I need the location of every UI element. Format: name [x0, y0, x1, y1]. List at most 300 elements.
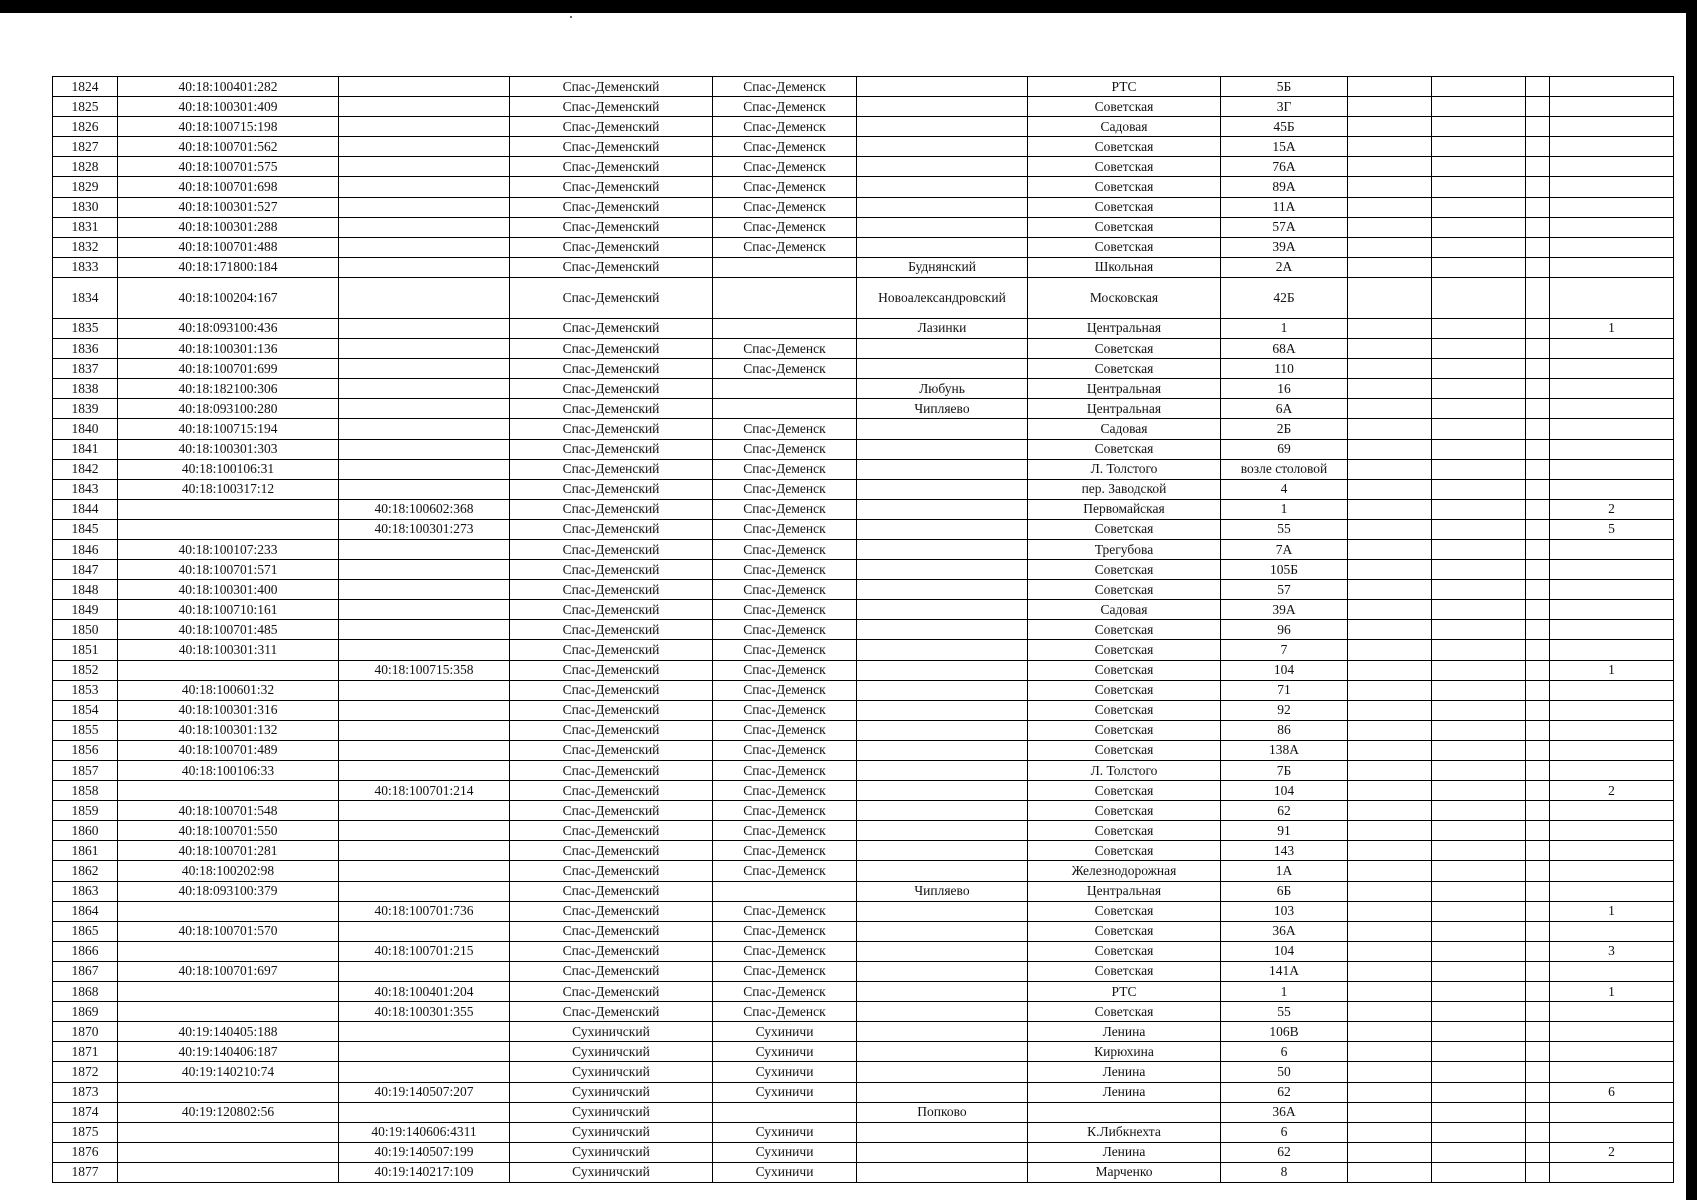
city-cell: Спас-Деменск [713, 660, 857, 680]
extra-cell-a [1348, 499, 1432, 519]
extra-cell-a [1348, 539, 1432, 559]
table-row [53, 197, 1674, 217]
quantity-cell [1550, 277, 1674, 318]
extra-cell-c [1526, 1122, 1550, 1142]
house-number-cell: 89А [1221, 177, 1348, 197]
settlement-cell [857, 640, 1028, 660]
cadastral-number-cell [118, 499, 339, 519]
extra-cell-c [1526, 97, 1550, 117]
cadastral-number-alt-cell [339, 399, 510, 419]
row-number-cell: 1836 [53, 339, 118, 359]
extra-cell-a [1348, 237, 1432, 257]
city-cell: Спас-Деменск [713, 901, 857, 921]
cadastral-number-cell: 40:18:100301:316 [118, 700, 339, 720]
row-number-cell: 1847 [53, 560, 118, 580]
city-cell: Спас-Деменск [713, 982, 857, 1002]
table-row [53, 499, 1674, 519]
settlement-cell [857, 97, 1028, 117]
street-cell: Советская [1028, 921, 1221, 941]
settlement-cell [857, 217, 1028, 237]
city-cell: Спас-Деменск [713, 861, 857, 881]
cadastral-number-alt-cell: 40:19:140606:4311 [339, 1122, 510, 1142]
settlement-cell: Буднянский [857, 257, 1028, 277]
settlement-cell [857, 560, 1028, 580]
house-number-cell: 15А [1221, 137, 1348, 157]
extra-cell-a [1348, 781, 1432, 801]
street-cell: Советская [1028, 519, 1221, 539]
settlement-cell [857, 680, 1028, 700]
street-cell: пер. Заводской [1028, 479, 1221, 499]
row-number-cell: 1867 [53, 961, 118, 981]
extra-cell-b [1432, 861, 1526, 881]
city-cell [713, 1102, 857, 1122]
street-cell: Советская [1028, 620, 1221, 640]
extra-cell-a [1348, 177, 1432, 197]
row-number-cell: 1855 [53, 720, 118, 740]
cadastral-number-alt-cell: 40:19:140507:199 [339, 1142, 510, 1162]
table-row [53, 781, 1674, 801]
table-row [53, 359, 1674, 379]
extra-cell-c [1526, 660, 1550, 680]
extra-cell-c [1526, 620, 1550, 640]
street-cell: К.Либкнехта [1028, 1122, 1221, 1142]
row-number-cell: 1830 [53, 197, 118, 217]
table-row [53, 1162, 1674, 1182]
table-row [53, 640, 1674, 660]
extra-cell-b [1432, 277, 1526, 318]
extra-cell-c [1526, 740, 1550, 760]
city-cell: Спас-Деменск [713, 499, 857, 519]
extra-cell-a [1348, 157, 1432, 177]
quantity-cell [1550, 177, 1674, 197]
settlement-cell: Чипляево [857, 881, 1028, 901]
scan-speck [570, 16, 572, 18]
row-number-cell: 1839 [53, 399, 118, 419]
extra-cell-b [1432, 700, 1526, 720]
extra-cell-b [1432, 1162, 1526, 1182]
extra-cell-c [1526, 359, 1550, 379]
city-cell: Спас-Деменск [713, 921, 857, 941]
street-cell: Советская [1028, 740, 1221, 760]
cadastral-number-cell: 40:18:100601:32 [118, 680, 339, 700]
city-cell: Спас-Деменск [713, 157, 857, 177]
house-number-cell: 36А [1221, 921, 1348, 941]
cadastral-number-alt-cell: 40:18:100602:368 [339, 499, 510, 519]
district-cell: Спас-Деменский [510, 720, 713, 740]
row-number-cell: 1856 [53, 740, 118, 760]
table-row [53, 1062, 1674, 1082]
city-cell: Спас-Деменск [713, 781, 857, 801]
street-cell: Садовая [1028, 419, 1221, 439]
house-number-cell: 62 [1221, 1142, 1348, 1162]
extra-cell-a [1348, 399, 1432, 419]
quantity-cell [1550, 379, 1674, 399]
extra-cell-c [1526, 318, 1550, 338]
row-number-cell: 1875 [53, 1122, 118, 1142]
quantity-cell: 2 [1550, 499, 1674, 519]
street-cell: Советская [1028, 560, 1221, 580]
quantity-cell [1550, 720, 1674, 740]
settlement-cell: Попково [857, 1102, 1028, 1122]
table-row [53, 217, 1674, 237]
house-number-cell: 86 [1221, 720, 1348, 740]
extra-cell-b [1432, 237, 1526, 257]
extra-cell-c [1526, 117, 1550, 137]
row-number-cell: 1848 [53, 580, 118, 600]
table-row [53, 237, 1674, 257]
district-cell: Спас-Деменский [510, 197, 713, 217]
extra-cell-b [1432, 1022, 1526, 1042]
row-number-cell: 1842 [53, 459, 118, 479]
cadastral-number-cell: 40:18:100301:311 [118, 640, 339, 660]
street-cell: Советская [1028, 1002, 1221, 1022]
house-number-cell: 105Б [1221, 560, 1348, 580]
street-cell: Центральная [1028, 399, 1221, 419]
settlement-cell [857, 720, 1028, 740]
house-number-cell: 7Б [1221, 761, 1348, 781]
cadastral-number-alt-cell: 40:18:100701:736 [339, 901, 510, 921]
city-cell: Спас-Деменск [713, 197, 857, 217]
street-cell: Марченко [1028, 1162, 1221, 1182]
table-row [53, 580, 1674, 600]
row-number-cell: 1876 [53, 1142, 118, 1162]
table-row [53, 1102, 1674, 1122]
extra-cell-b [1432, 1142, 1526, 1162]
settlement-cell [857, 982, 1028, 1002]
district-cell: Спас-Деменский [510, 459, 713, 479]
street-cell: Советская [1028, 237, 1221, 257]
row-number-cell: 1831 [53, 217, 118, 237]
extra-cell-c [1526, 277, 1550, 318]
house-number-cell: 3Г [1221, 97, 1348, 117]
extra-cell-b [1432, 177, 1526, 197]
row-number-cell: 1824 [53, 77, 118, 97]
extra-cell-b [1432, 339, 1526, 359]
settlement-cell [857, 359, 1028, 379]
cadastral-number-alt-cell [339, 1102, 510, 1122]
extra-cell-b [1432, 1002, 1526, 1022]
cadastral-number-cell: 40:18:100701:698 [118, 177, 339, 197]
settlement-cell [857, 941, 1028, 961]
extra-cell-c [1526, 921, 1550, 941]
street-cell: Советская [1028, 660, 1221, 680]
district-cell: Спас-Деменский [510, 821, 713, 841]
extra-cell-b [1432, 921, 1526, 941]
row-number-cell: 1840 [53, 419, 118, 439]
street-cell: Советская [1028, 359, 1221, 379]
extra-cell-c [1526, 941, 1550, 961]
table-row [53, 660, 1674, 680]
row-number-cell: 1838 [53, 379, 118, 399]
district-cell: Спас-Деменский [510, 539, 713, 559]
house-number-cell: 69 [1221, 439, 1348, 459]
table-row [53, 761, 1674, 781]
street-cell: Советская [1028, 801, 1221, 821]
row-number-cell: 1858 [53, 781, 118, 801]
street-cell: Железнодорожная [1028, 861, 1221, 881]
extra-cell-b [1432, 318, 1526, 338]
street-cell: Советская [1028, 137, 1221, 157]
extra-cell-a [1348, 77, 1432, 97]
extra-cell-b [1432, 560, 1526, 580]
extra-cell-a [1348, 97, 1432, 117]
cadastral-number-cell [118, 781, 339, 801]
street-cell: Садовая [1028, 117, 1221, 137]
district-cell: Спас-Деменский [510, 901, 713, 921]
quantity-cell [1550, 600, 1674, 620]
row-number-cell: 1865 [53, 921, 118, 941]
street-cell: Садовая [1028, 600, 1221, 620]
district-cell: Спас-Деменский [510, 217, 713, 237]
cadastral-number-cell: 40:18:100301:132 [118, 720, 339, 740]
extra-cell-b [1432, 660, 1526, 680]
street-cell: Центральная [1028, 881, 1221, 901]
row-number-cell: 1841 [53, 439, 118, 459]
house-number-cell: 143 [1221, 841, 1348, 861]
cadastral-number-alt-cell [339, 580, 510, 600]
extra-cell-c [1526, 197, 1550, 217]
cadastral-number-cell: 40:18:100710:161 [118, 600, 339, 620]
district-cell: Сухиничский [510, 1022, 713, 1042]
settlement-cell [857, 1122, 1028, 1142]
house-number-cell: 92 [1221, 700, 1348, 720]
district-cell: Сухиничский [510, 1102, 713, 1122]
cadastral-number-alt-cell [339, 137, 510, 157]
cadastral-number-cell: 40:18:100701:485 [118, 620, 339, 640]
district-cell: Сухиничский [510, 1062, 713, 1082]
extra-cell-b [1432, 117, 1526, 137]
quantity-cell [1550, 1102, 1674, 1122]
row-number-cell: 1826 [53, 117, 118, 137]
district-cell: Спас-Деменский [510, 519, 713, 539]
quantity-cell [1550, 680, 1674, 700]
street-cell: Л. Толстого [1028, 459, 1221, 479]
cadastral-number-cell [118, 901, 339, 921]
extra-cell-b [1432, 399, 1526, 419]
cadastral-number-alt-cell: 40:18:100715:358 [339, 660, 510, 680]
extra-cell-c [1526, 560, 1550, 580]
city-cell: Сухиничи [713, 1142, 857, 1162]
quantity-cell [1550, 257, 1674, 277]
house-number-cell: 6 [1221, 1042, 1348, 1062]
extra-cell-a [1348, 1122, 1432, 1142]
settlement-cell [857, 740, 1028, 760]
extra-cell-b [1432, 620, 1526, 640]
table-row [53, 1122, 1674, 1142]
extra-cell-b [1432, 740, 1526, 760]
quantity-cell [1550, 137, 1674, 157]
extra-cell-c [1526, 1022, 1550, 1042]
settlement-cell [857, 1002, 1028, 1022]
street-cell: Советская [1028, 781, 1221, 801]
house-number-cell: 103 [1221, 901, 1348, 921]
street-cell: Советская [1028, 680, 1221, 700]
cadastral-number-cell [118, 1082, 339, 1102]
street-cell: Советская [1028, 720, 1221, 740]
cadastral-number-alt-cell [339, 157, 510, 177]
quantity-cell: 3 [1550, 941, 1674, 961]
city-cell: Спас-Деменск [713, 740, 857, 760]
table-row [53, 1002, 1674, 1022]
quantity-cell [1550, 761, 1674, 781]
cadastral-number-cell: 40:18:100301:400 [118, 580, 339, 600]
district-cell: Спас-Деменский [510, 499, 713, 519]
district-cell: Спас-Деменский [510, 117, 713, 137]
city-cell: Спас-Деменск [713, 217, 857, 237]
district-cell: Спас-Деменский [510, 439, 713, 459]
cadastral-number-cell [118, 982, 339, 1002]
city-cell: Спас-Деменск [713, 359, 857, 379]
city-cell: Спас-Деменск [713, 339, 857, 359]
quantity-cell [1550, 339, 1674, 359]
quantity-cell: 1 [1550, 318, 1674, 338]
district-cell: Спас-Деменский [510, 137, 713, 157]
house-number-cell: 16 [1221, 379, 1348, 399]
row-number-cell: 1827 [53, 137, 118, 157]
settlement-cell [857, 157, 1028, 177]
district-cell: Сухиничский [510, 1142, 713, 1162]
cadastral-number-alt-cell [339, 539, 510, 559]
quantity-cell [1550, 841, 1674, 861]
table-row [53, 600, 1674, 620]
scan-right-border [1686, 13, 1697, 1200]
extra-cell-a [1348, 379, 1432, 399]
district-cell: Спас-Деменский [510, 399, 713, 419]
table-row [53, 157, 1674, 177]
cadastral-number-alt-cell [339, 761, 510, 781]
quantity-cell [1550, 539, 1674, 559]
quantity-cell [1550, 459, 1674, 479]
house-number-cell: 91 [1221, 821, 1348, 841]
house-number-cell: 42Б [1221, 277, 1348, 318]
cadastral-number-alt-cell [339, 177, 510, 197]
settlement-cell [857, 479, 1028, 499]
settlement-cell [857, 237, 1028, 257]
house-number-cell: возле столовой [1221, 459, 1348, 479]
extra-cell-a [1348, 620, 1432, 640]
table-body [53, 77, 1674, 1183]
house-number-cell: 8 [1221, 1162, 1348, 1182]
extra-cell-c [1526, 881, 1550, 901]
property-register-table [52, 76, 1674, 1183]
cadastral-number-alt-cell [339, 379, 510, 399]
quantity-cell [1550, 1002, 1674, 1022]
street-cell: Советская [1028, 961, 1221, 981]
house-number-cell: 7 [1221, 640, 1348, 660]
extra-cell-a [1348, 439, 1432, 459]
street-cell: Кирюхина [1028, 1042, 1221, 1062]
city-cell: Сухиничи [713, 1042, 857, 1062]
cadastral-number-alt-cell [339, 197, 510, 217]
extra-cell-b [1432, 781, 1526, 801]
cadastral-number-cell [118, 1122, 339, 1142]
extra-cell-c [1526, 519, 1550, 539]
extra-cell-b [1432, 1102, 1526, 1122]
quantity-cell [1550, 359, 1674, 379]
extra-cell-b [1432, 600, 1526, 620]
house-number-cell: 106В [1221, 1022, 1348, 1042]
table-row [53, 277, 1674, 318]
settlement-cell [857, 519, 1028, 539]
quantity-cell [1550, 237, 1674, 257]
cadastral-number-cell: 40:18:093100:436 [118, 318, 339, 338]
city-cell: Спас-Деменск [713, 700, 857, 720]
house-number-cell: 5Б [1221, 77, 1348, 97]
extra-cell-a [1348, 700, 1432, 720]
house-number-cell: 141А [1221, 961, 1348, 981]
extra-cell-b [1432, 97, 1526, 117]
city-cell: Спас-Деменск [713, 821, 857, 841]
house-number-cell: 6 [1221, 1122, 1348, 1142]
extra-cell-b [1432, 1062, 1526, 1082]
table-row [53, 941, 1674, 961]
extra-cell-a [1348, 1022, 1432, 1042]
settlement-cell [857, 781, 1028, 801]
settlement-cell: Лазинки [857, 318, 1028, 338]
house-number-cell: 1А [1221, 861, 1348, 881]
quantity-cell [1550, 961, 1674, 981]
settlement-cell [857, 419, 1028, 439]
extra-cell-c [1526, 479, 1550, 499]
settlement-cell [857, 921, 1028, 941]
cadastral-number-alt-cell [339, 117, 510, 137]
quantity-cell [1550, 620, 1674, 640]
extra-cell-a [1348, 217, 1432, 237]
cadastral-number-cell [118, 1162, 339, 1182]
extra-cell-c [1526, 861, 1550, 881]
city-cell: Спас-Деменск [713, 560, 857, 580]
cadastral-number-alt-cell [339, 841, 510, 861]
cadastral-number-alt-cell [339, 821, 510, 841]
extra-cell-c [1526, 157, 1550, 177]
city-cell [713, 399, 857, 419]
quantity-cell: 1 [1550, 982, 1674, 1002]
district-cell: Спас-Деменский [510, 640, 713, 660]
district-cell: Сухиничский [510, 1042, 713, 1062]
extra-cell-a [1348, 580, 1432, 600]
settlement-cell [857, 137, 1028, 157]
district-cell: Спас-Деменский [510, 921, 713, 941]
row-number-cell: 1844 [53, 499, 118, 519]
extra-cell-c [1526, 640, 1550, 660]
row-number-cell: 1864 [53, 901, 118, 921]
extra-cell-b [1432, 419, 1526, 439]
table-row [53, 339, 1674, 359]
extra-cell-b [1432, 580, 1526, 600]
cadastral-number-alt-cell [339, 620, 510, 640]
settlement-cell [857, 439, 1028, 459]
quantity-cell [1550, 740, 1674, 760]
street-cell: Центральная [1028, 318, 1221, 338]
row-number-cell: 1870 [53, 1022, 118, 1042]
table-row [53, 318, 1674, 338]
street-cell: Л. Толстого [1028, 761, 1221, 781]
street-cell: Советская [1028, 157, 1221, 177]
cadastral-number-cell: 40:19:120802:56 [118, 1102, 339, 1122]
quantity-cell [1550, 197, 1674, 217]
extra-cell-b [1432, 1122, 1526, 1142]
quantity-cell [1550, 560, 1674, 580]
city-cell [713, 318, 857, 338]
row-number-cell: 1832 [53, 237, 118, 257]
district-cell: Спас-Деменский [510, 339, 713, 359]
extra-cell-c [1526, 1162, 1550, 1182]
district-cell: Спас-Деменский [510, 277, 713, 318]
street-cell: Московская [1028, 277, 1221, 318]
cadastral-number-alt-cell: 40:18:100301:355 [339, 1002, 510, 1022]
house-number-cell: 71 [1221, 680, 1348, 700]
cadastral-number-alt-cell [339, 97, 510, 117]
